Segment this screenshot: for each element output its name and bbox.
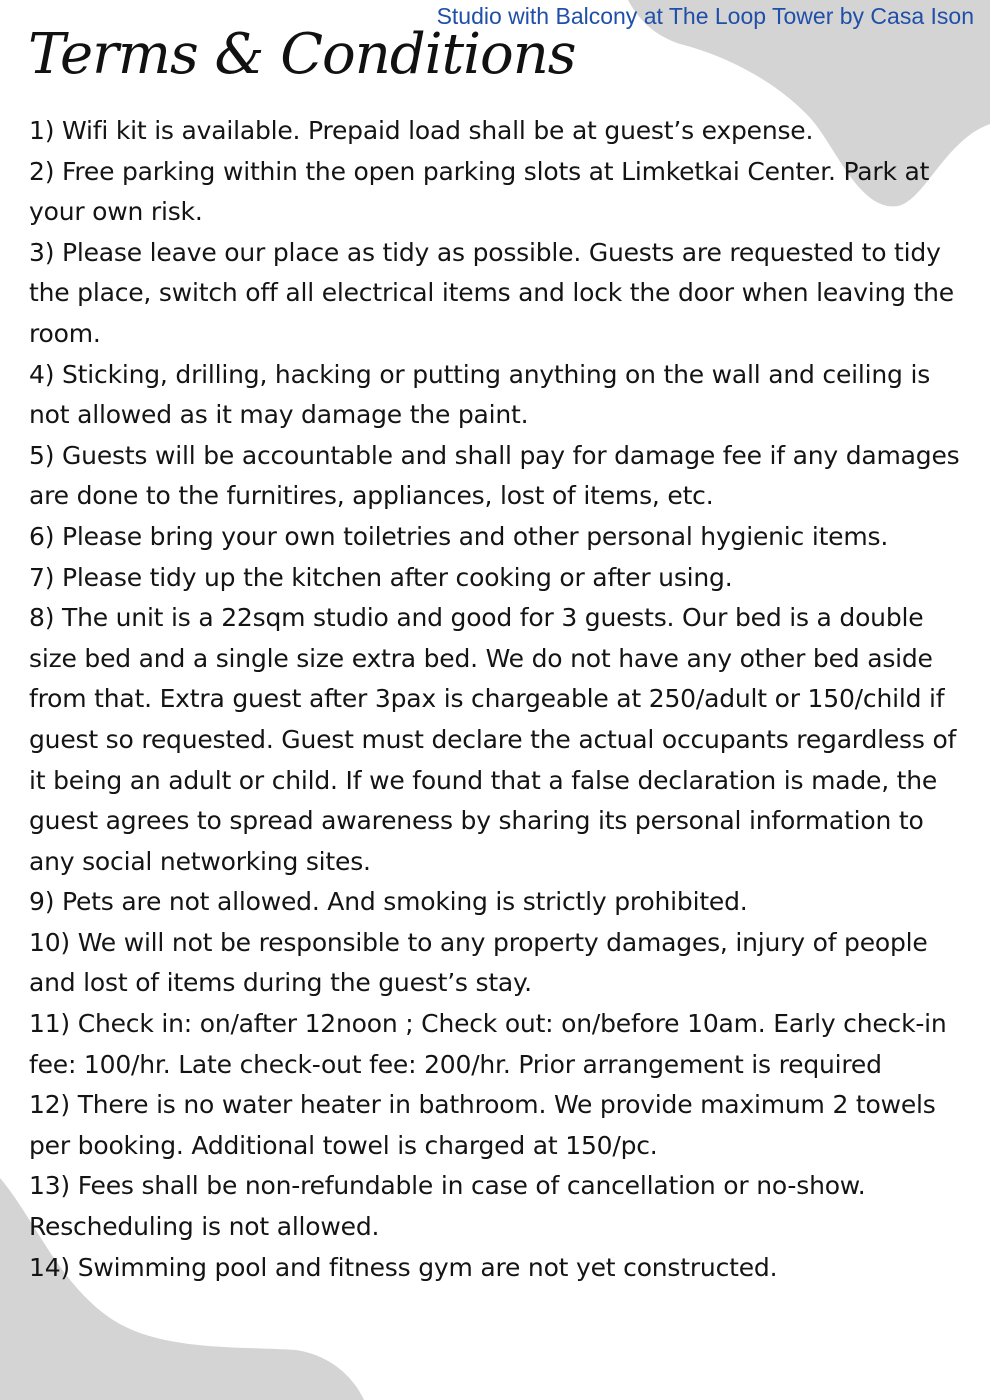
term-item: 8) The unit is a 22sqm studio and good for 3 guests. Our bed is a double size bed and a single size extra bed. We do not have any other bed aside from that. Extra guest after 3pax is chargeable at 250/adult or 150/child if guest so requested. Guest must declare the actual occupants regardless of it being an adult or child. If we found that a false declaration is made, the guest agrees to spread awareness by sharing its personal information to any social networking sites. (29, 603, 957, 876)
term-item: 5) Guests will be accountable and shall pay for damage fee if any damages are done to the furnitires, appliances, lost of items, etc. (29, 440, 960, 511)
term-item: 2) Free parking within the open parking slots at Limketkai Center. Park at your own risk. (29, 156, 930, 227)
term-item: 6) Please bring your own toiletries and other personal hygienic items. (29, 521, 889, 551)
term-item: 14) Swimming pool and fitness gym are not yet constructed. (29, 1252, 778, 1282)
term-item: 12) There is no water heater in bathroom. We provide maximum 2 towels per booking. Additional towel is charged at 150/pc. (29, 1090, 936, 1160)
term-item: 3) Please leave our place as tidy as possible. Guests are requested to tidy the place, switch off all electrical items and lock the door when leaving the room. (29, 237, 954, 348)
listing-title: Studio with Balcony at The Loop Tower by Casa Ison (436, 3, 974, 29)
terms-list (29, 111, 969, 1288)
term-item: 4) Sticking, drilling, hacking or putting anything on the wall and ceiling is not allowed as it may damage the paint. (29, 359, 931, 430)
term-item: 13) Fees shall be non-refundable in case of cancellation or no-show. Rescheduling is not allowed. (29, 1171, 866, 1242)
term-item: 9) Pets are not allowed. And smoking is strictly prohibited. (29, 887, 748, 917)
term-item: 10) We will not be responsible to any property damages, injury of people and lost of items during the guest’s stay. (29, 927, 928, 998)
page-title: Terms & Conditions (28, 22, 576, 87)
term-item: 1) Wifi kit is available. Prepaid load shall be at guest’s expense. (29, 116, 814, 145)
term-item: 7) Please tidy up the kitchen after cooking or after using. (29, 562, 733, 592)
term-item: 11) Check in: on/after 12noon ; Check out: on/before 10am. Early check-in fee: 100/hr. Late check-out fee: 200/hr. Prior arrangement is required (29, 1009, 947, 1079)
